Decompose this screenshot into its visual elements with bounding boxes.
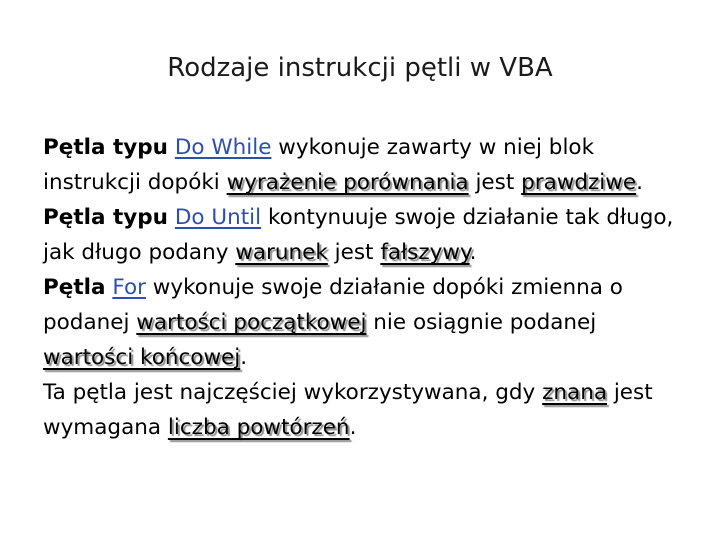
link-for[interactable]: For bbox=[112, 275, 146, 300]
shadow-term: liczba powtórzeń bbox=[167, 415, 350, 440]
link-do-while[interactable]: Do While bbox=[174, 135, 272, 160]
slide-body bbox=[43, 130, 693, 445]
text: . bbox=[636, 170, 643, 195]
text: . bbox=[469, 240, 477, 265]
bold-lead: Pętla typu bbox=[43, 135, 168, 160]
shadow-term: prawdziwe bbox=[521, 170, 637, 195]
paragraph-for bbox=[43, 270, 693, 375]
shadow-term: warunek bbox=[235, 240, 328, 265]
shadow-term: znana bbox=[542, 380, 607, 405]
paragraph-do-until bbox=[43, 200, 693, 270]
text: . bbox=[349, 415, 357, 440]
bold-lead: Pętla bbox=[43, 275, 106, 300]
text: jest wymagana bbox=[43, 380, 653, 440]
shadow-term: wyrażenie porównania bbox=[226, 170, 469, 195]
text: wykonuje zawarty w niej blok instrukcji dopóki bbox=[43, 135, 595, 195]
text: nie osiągnie podanej bbox=[366, 310, 597, 335]
shadow-term: wartości końcowej bbox=[43, 345, 241, 370]
text: jest bbox=[468, 170, 522, 195]
link-do-until[interactable]: Do Until bbox=[174, 205, 262, 230]
paragraph-do-while bbox=[43, 130, 693, 200]
shadow-term: fałszywy bbox=[380, 240, 470, 265]
text: . bbox=[240, 345, 248, 370]
text: wykonuje swoje działanie dopóki zmienna o podanej bbox=[43, 275, 623, 335]
text: kontynuuje swoje działanie tak długo, jak długo podany bbox=[43, 205, 674, 265]
text: Ta pętla jest najczęściej wykorzystywana, gdy bbox=[43, 380, 543, 405]
paragraph-usage-note bbox=[43, 375, 693, 445]
bold-lead: Pętla typu bbox=[43, 205, 168, 230]
slide-title: Rodzaje instrukcji pętli w VBA bbox=[167, 53, 553, 83]
text: jest bbox=[327, 240, 381, 265]
shadow-term: wartości początkowej bbox=[136, 310, 367, 335]
